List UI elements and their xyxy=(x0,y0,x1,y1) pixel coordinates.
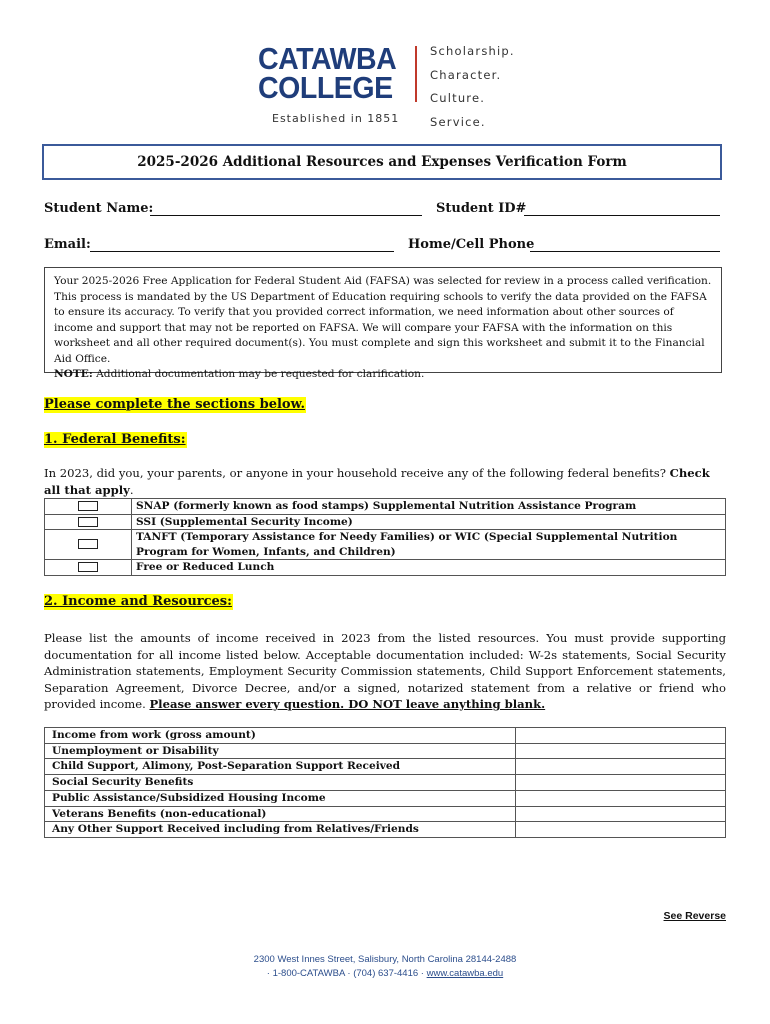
note-label: NOTE: xyxy=(54,368,93,380)
table-row xyxy=(45,499,726,515)
website-link[interactable]: www.catawba.edu xyxy=(426,968,504,979)
income-amount-field[interactable] xyxy=(516,743,726,759)
table-row xyxy=(45,822,726,838)
income-label: Income from work (gross amount) xyxy=(45,728,516,744)
sections-heading: Please complete the sections below. xyxy=(44,397,306,412)
table-row xyxy=(45,530,726,560)
catawba-logo xyxy=(258,41,518,140)
income-amount-field[interactable] xyxy=(516,790,726,806)
income-amount-field[interactable] xyxy=(516,775,726,791)
income-label: Child Support, Alimony, Post-Separation Support Received xyxy=(45,759,516,775)
logo-tagline: Scholarship. Character. Culture. Service. xyxy=(430,44,515,129)
footer-contact: · 1-800-CATAWBA · (704) 637-4416 · www.catawba.edu xyxy=(266,968,504,979)
income-amount-field[interactable] xyxy=(516,806,726,822)
federal-benefits-table xyxy=(44,498,726,576)
income-label: Social Security Benefits xyxy=(45,775,516,791)
federal-benefits-question: In 2023, did you, your parents, or anyone in your household receive any of the following federal benefits? Check all that apply. xyxy=(44,466,710,497)
footer-address: 2300 West Innes Street, Salisbury, North Carolina 28144-2488 xyxy=(253,954,517,965)
table-row xyxy=(45,728,726,744)
form-title: 2025-2026 Additional Resources and Expenses Verification Form xyxy=(137,154,627,170)
phone-label: Home/Cell Phone xyxy=(408,237,535,252)
benefit-label: SSI (Supplemental Security Income) xyxy=(132,514,726,530)
table-row xyxy=(45,759,726,775)
student-id-label: Student ID# xyxy=(436,201,527,216)
intro-text: Your 2025-2026 Free Application for Federal Student Aid (FAFSA) was selected for review in a process called verification. This process is mandated by the US Department of Education requiring schools to verify the data provided on the FAFSA to ensure its accuracy. To verify that you provided correct information, we need information about other sources of income and support that may not be reported on FAFSA. We will compare your FAFSA with the information on this worksheet and all other required document(s). You must complete and sign this worksheet and submit it to the Financial Aid Office. xyxy=(54,275,712,365)
student-name-field[interactable] xyxy=(150,215,422,216)
email-field[interactable] xyxy=(90,251,394,252)
see-reverse-note: See Reverse xyxy=(663,910,726,922)
federal-benefits-heading: 1. Federal Benefits: xyxy=(44,432,186,447)
ssi-checkbox[interactable] xyxy=(78,517,98,527)
snap-checkbox[interactable] xyxy=(78,501,98,511)
logo-wordmark: CATAWBA COLLEGE xyxy=(258,41,397,105)
student-name-label: Student Name: xyxy=(44,201,154,216)
income-amount-field[interactable] xyxy=(516,822,726,838)
table-row xyxy=(45,806,726,822)
income-label: Unemployment or Disability xyxy=(45,743,516,759)
income-amount-field[interactable] xyxy=(516,759,726,775)
benefit-label: Free or Reduced Lunch xyxy=(132,560,726,576)
tanf-wic-checkbox[interactable] xyxy=(78,539,98,549)
table-row xyxy=(45,514,726,530)
table-row xyxy=(45,560,726,576)
form-title-box xyxy=(42,144,722,180)
income-instructions: Please list the amounts of income received in 2023 from the listed resources. You must provide supporting documentation for all income listed below. Acceptable documentation included: W-2s statements, Social Security Administration statements, Employment Security Commission statements, Child Support Enforcement statements, Separation Agreement, Divorce Decree, and/or a signed, notarized statement from a relative or friend who provided income. Please answer every question. DO NOT leave anything blank. xyxy=(44,631,726,711)
logo-established: Established in 1851 xyxy=(272,112,400,125)
intro-box xyxy=(44,267,722,380)
benefit-label: TANFT (Temporary Assistance for Needy Families) or WIC (Special Supplemental Nutrition Program for Women, Infants, and Children) xyxy=(132,530,726,560)
table-row xyxy=(45,775,726,791)
income-label: Veterans Benefits (non-educational) xyxy=(45,806,516,822)
note-text: Additional documentation may be requested for clarification. xyxy=(92,368,425,380)
income-label: Any Other Support Received including from Relatives/Friends xyxy=(45,822,516,838)
student-id-field[interactable] xyxy=(524,215,720,216)
free-lunch-checkbox[interactable] xyxy=(78,562,98,572)
income-table xyxy=(44,727,726,838)
table-row xyxy=(45,790,726,806)
income-amount-field[interactable] xyxy=(516,728,726,744)
phone-field[interactable] xyxy=(530,251,720,252)
income-label: Public Assistance/Subsidized Housing Income xyxy=(45,790,516,806)
income-resources-heading: 2. Income and Resources: xyxy=(44,594,232,609)
benefit-label: SNAP (formerly known as food stamps) Supplemental Nutrition Assistance Program xyxy=(132,499,726,515)
logo-divider xyxy=(415,46,417,102)
email-label: Email: xyxy=(44,237,91,252)
table-row xyxy=(45,743,726,759)
